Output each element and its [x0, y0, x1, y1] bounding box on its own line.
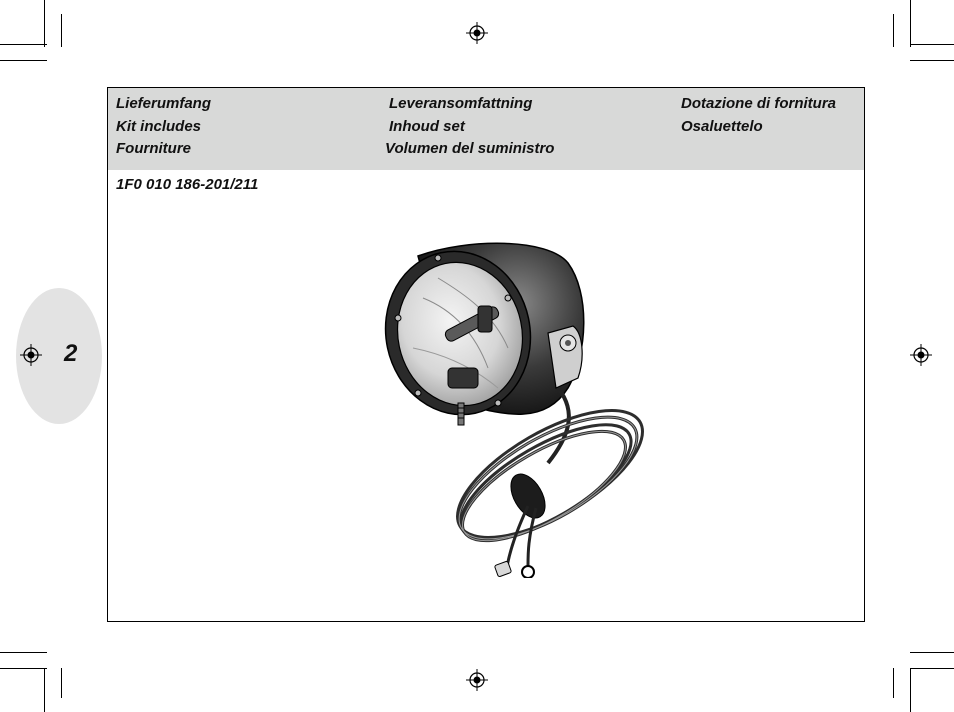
crop-mark-top-right-h: [910, 44, 954, 45]
crop-mark-top-right-v2: [893, 14, 894, 47]
crop-mark-top-left-h: [0, 44, 47, 45]
crop-mark-bottom-left-h: [0, 652, 47, 653]
crop-mark-bottom-right-h: [910, 652, 954, 653]
crop-mark-bottom-right-h2: [910, 668, 954, 669]
header-band: [108, 88, 864, 170]
header-col3-line1: Dotazione di fornitura: [681, 95, 836, 112]
content-frame: [107, 87, 865, 622]
crop-mark-bottom-right-v2: [893, 668, 894, 698]
spotlight-illustration-icon: [378, 238, 658, 578]
registration-mark-right-icon: [910, 344, 932, 366]
crop-mark-top-left-v: [44, 0, 45, 47]
crop-mark-bottom-left-h2: [0, 668, 47, 669]
crop-mark-top-left-h2: [0, 60, 47, 61]
part-number: 1F0 010 186-201/211: [116, 176, 259, 193]
crop-mark-bottom-left-v: [44, 668, 45, 712]
crop-mark-top-left-v2: [61, 14, 62, 47]
header-col2-line2: Inhoud set: [389, 118, 465, 135]
crop-mark-top-right-v: [910, 0, 911, 47]
header-col1-line2: Kit includes: [116, 118, 202, 135]
registration-mark-left-icon: [20, 344, 42, 366]
header-col1-line1: Lieferumfang: [116, 95, 212, 112]
crop-mark-top-right-h2: [910, 60, 954, 61]
header-col2-line1: Leveransomfattning: [389, 95, 533, 112]
page-number: 2: [64, 340, 78, 367]
header-col3-line2: Osaluettelo: [681, 118, 763, 135]
crop-mark-bottom-right-v: [910, 668, 911, 712]
header-col1-line3: Fourniture: [116, 140, 191, 157]
crop-mark-bottom-left-v2: [61, 668, 62, 698]
registration-mark-top-icon: [466, 22, 488, 44]
header-col2-line3: Volumen del suministro: [385, 140, 555, 157]
registration-mark-bottom-icon: [466, 669, 488, 691]
